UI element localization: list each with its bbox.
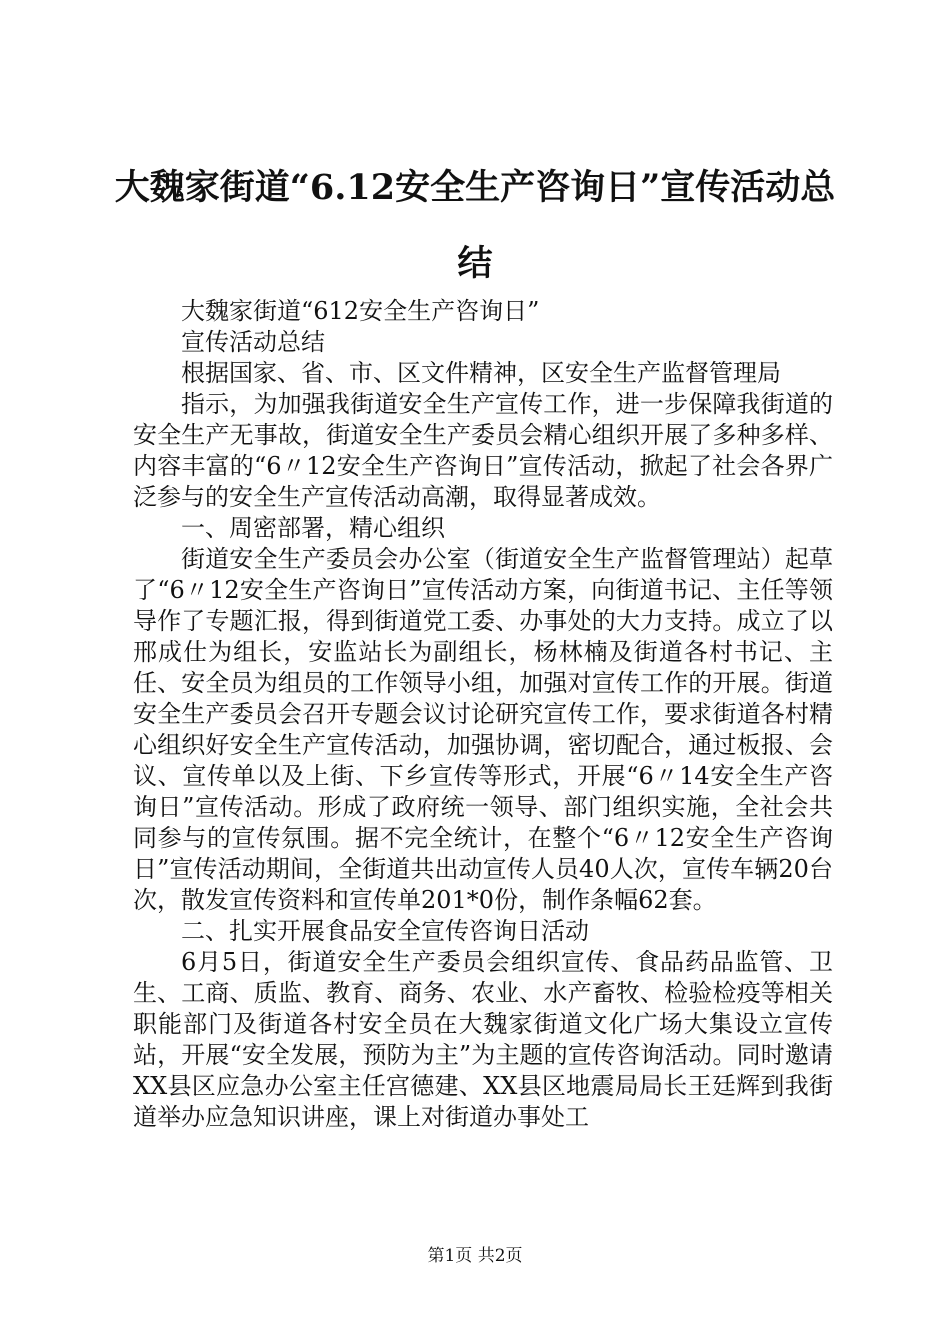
document-body [133, 296, 833, 1133]
paragraph-intro: 指示，为加强我街道安全生产宣传工作，进一步保障我街道的安全生产无事故，街道安全生产委员会精心组织开展了多种多样、内容丰富的“6〃12安全生产咨询日”宣传活动，掀起了社会各界广泛参与的安全生产宣传活动高潮，取得显著成效。 [133, 390, 833, 511]
paragraph-basis: 根据国家、省、市、区文件精神，区安全生产监督管理局 [181, 359, 781, 387]
paragraph-subtitle-line2: 宣传活动总结 [181, 328, 325, 356]
page-footer: 第1页 共2页 [427, 1246, 523, 1266]
paragraph-subtitle-line1: 大魏家街道“612安全生产咨询日” [181, 297, 540, 325]
paragraph-section-2: 6月5日，街道安全生产委员会组织宣传、食品药品监管、卫生、工商、质监、教育、商务、农业、水产畜牧、检验检疫等相关职能部门及街道各村安全员在大魏家街道文化广场大集设立宣传站，开展“安全发展，预防为主”为主题的宣传咨询活动。同时邀请XX县区应急办公室主任宫德建、XX县区地震局局长王廷辉到我街道举办应急知识讲座，课上对街道办事处工 [133, 948, 833, 1131]
paragraph-section-1: 街道安全生产委员会办公室（街道安全生产监督管理站）起草了“6〃12安全生产咨询日”宣传活动方案，向街道书记、主任等领导作了专题汇报，得到街道党工委、办事处的大力支持。成立了以邢成仕为组长，安监站长为副组长，杨林楠及街道各村书记、主任、安全员为组员的工作领导小组，加强对宣传工作的开展。街道安全生产委员会召开专题会议讨论研究宣传工作，要求街道各村精心组织好安全生产宣传活动，加强协调，密切配合，通过板报、会议、宣传单以及上街、下乡宣传等形式，开展“6〃14安全生产咨询日”宣传活动。形成了政府统一领导、部门组织实施，全社会共同参与的宣传氛围。据不完全统计，在整个“6〃12安全生产咨询日”宣传活动期间，全街道共出动宣传人员40人次，宣传车辆20台次，散发宣传资料和宣传单201*0份，制作条幅62套。 [133, 545, 833, 914]
section-heading-2: 二、扎实开展食品安全宣传咨询日活动 [181, 917, 589, 945]
section-heading-1: 一、周密部署，精心组织 [181, 514, 445, 542]
document-title: 大魏家街道“6.12安全生产咨询日”宣传活动总结 [114, 167, 836, 284]
